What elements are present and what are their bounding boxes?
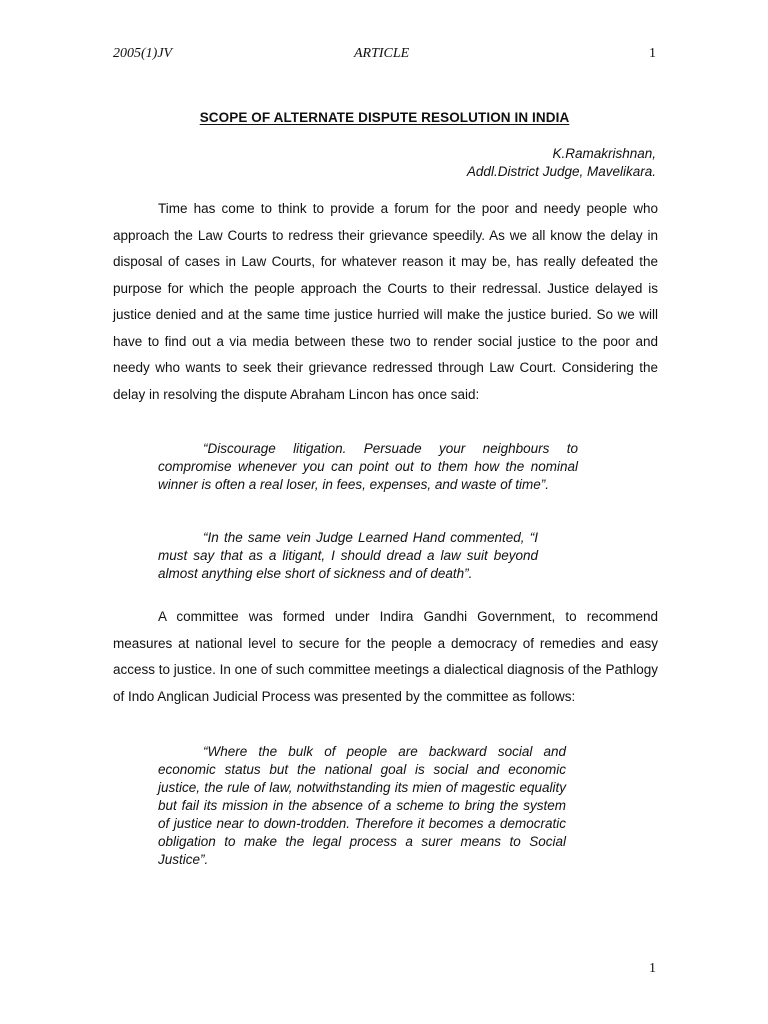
body-paragraph-2: A committee was formed under Indira Gandhi Government, to recommend measures at national level to secure for the people a democracy of remedies and easy access to justice. In one of such committee meetings a dialectical diagnosis of the Pathlogy of Indo Anglican Judicial Process was presented by the committee as follows: xyxy=(113,609,658,704)
article-type-label: ARTICLE xyxy=(354,46,410,61)
lincoln-quote: “Discourage litigation. Persuade your neighbours to compromise whenever you can point out to them how the nominal winner is often a real loser, in fees, expenses, and waste of time”. xyxy=(158,441,578,492)
running-header xyxy=(113,46,656,66)
footer-page-number: 1 xyxy=(649,961,656,976)
author-byline xyxy=(467,145,656,181)
header-page-number: 1 xyxy=(649,46,656,61)
article-title: SCOPE OF ALTERNATE DISPUTE RESOLUTION IN INDIA xyxy=(199,110,570,125)
learned-hand-quote: “In the same vein Judge Learned Hand commented, “I must say that as a litigant, I should dread a law suit beyond almost anything else short of sickness and of death”. xyxy=(158,530,538,581)
journal-issue: 2005(1)JV xyxy=(113,46,173,61)
committee-quote: “Where the bulk of people are backward social and economic status but the national goal is social and economic justice, the rule of law, notwithstanding its mien of magestic equality but fail its mission in the absence of a scheme to bring the system of justice near to down-trodden. Therefore it becomes a democratic obligation to make the legal process a surer means to Social Justice”. xyxy=(158,744,566,867)
author-name: K.Ramakrishnan, xyxy=(552,146,656,161)
body-paragraph-1: Time has come to think to provide a forum for the poor and needy people who approach the Law Courts to redress their grievance speedily. As we all know the delay in disposal of cases in Law Courts, for whatever reason it may be, has really defeated the purpose for which the people approach the Courts to their redressal. Justice delayed is justice denied and at the same time justice hurried will make the justice buried. So we will have to find out a via media between these two to render social justice to the poor and needy who wants to seek their grievance redressed through Law Court. Considering the delay in resolving the dispute Abraham Lincon has once said: xyxy=(113,201,658,402)
author-designation: Addl.District Judge, Mavelikara. xyxy=(466,164,656,179)
